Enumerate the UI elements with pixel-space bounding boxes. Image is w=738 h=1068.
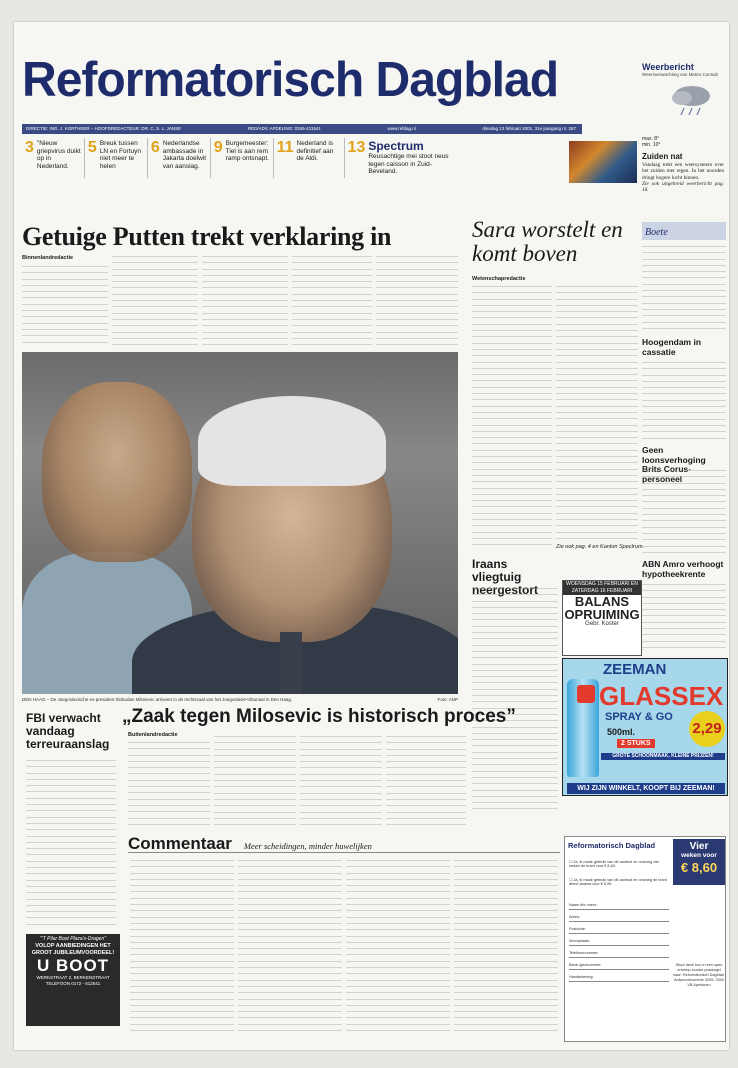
caption-text: DEN HAAG – De Joegoslavische ex-president Slobodan Milosevic arriveert in de rechtszaal van het Joegoslavië-tribunaal in Den Haag. [22,697,293,702]
ad-price: 2,29 [689,711,725,747]
teaser-text: Nederlandse ambassade in Jakarta doelwit van aanslag. [162,140,207,170]
masthead-date: dinsdag 13 februari 2001, 31e jaargang nr. 267 [482,126,576,131]
ad-uboot-logo: U BOOT [36,956,110,975]
sidebar-headline[interactable]: Hoogendam in cassatie [642,337,702,357]
milosevic-kicker: Buitenlandredactie [128,732,178,738]
weather-title: Weerbericht [642,62,694,72]
coupon-vier: Vier [689,841,709,852]
ad-choice: GROTE SCHOONMAAK, KLEINE PRIJZEN! [601,753,725,760]
rain-cloud-icon [670,82,714,118]
ad-balans-opruiming[interactable] [562,580,642,656]
text-column [346,858,450,1040]
sara-kicker: Wetenschapredactie [472,276,526,282]
spectrum-brand: Spectrum [368,139,424,153]
text-column [292,254,372,348]
bottle-icon [567,679,599,777]
text-column [642,468,726,558]
teaser-spectrum[interactable] [345,138,460,178]
masthead-phone: RED/ADV. AFDELING: 0345-411541 [247,126,321,131]
ad-ml: 500ml. [607,727,636,737]
coupon-weken: weken voor [681,852,717,859]
text-column [376,254,458,348]
teaser-item[interactable] [274,138,345,178]
milosevic-photo [22,352,458,694]
main-headline[interactable]: Getuige Putten trekt verklaring in [22,222,392,251]
ad-zeeman-logo: ZEEMAN [603,661,667,678]
ad-zeeman-glassex[interactable] [562,658,728,796]
text-column [472,284,552,552]
text-column [454,858,558,1040]
photo-hair [198,396,386,486]
teaser-text: Reusachtige mei stoot neus tegen caisson in Zuid-Beveland. [368,153,449,175]
ad-balans-shop: Gebr. Koster [585,621,619,627]
masthead [22,52,582,122]
main-kicker: Binnenlandredactie [22,255,74,261]
photo-tie [280,632,302,694]
teaser-page-number: 13 [347,139,366,156]
coupon-option-text: Ja, ik maak gebruik van dit aanbod en ontvang vier weken de krant voor € 8,60. [569,860,660,868]
text-column [214,734,296,830]
coupon-offer [673,839,725,885]
ad-uboot-offer: VOLOP AANBIEDINGEN HET GROOT JUBILEUMVOORDEEL! [31,943,115,956]
weather-sub: Weersverwachting van Meteo Consult [642,72,718,77]
ad-stuks: 2 STUKS [617,739,655,748]
sidebar-headline[interactable]: Geen loonsverhoging Brits Corus-personeel [642,445,706,484]
coupon-field-bank[interactable]: Bank-/gironummer: [569,961,669,970]
teaser-item[interactable] [22,138,85,178]
sara-headline[interactable]: Sara worstelt en komt boven [472,217,623,266]
ad-balans-title: BALANS OPRUIMING [564,594,640,622]
boete-label: Boete [645,227,668,238]
weather-box [642,62,722,170]
teaser-item[interactable] [148,138,211,178]
ad-spray: SPRAY & GO [605,711,673,723]
coupon-address: Stuur deze bon in een open envelop zonder postzegel naar: Reformatorisch Dagblad, Antwoordnummer 3205, 3300 VB Apeldoorn [673,963,725,987]
weather-min: min. 10° [642,142,661,148]
coupon-option[interactable] [569,877,669,886]
coupon-brand: Reformatorisch Dagblad [568,841,656,850]
ad-glassex-brand: GLASSEX [599,681,724,711]
text-column [556,284,638,544]
text-column [112,254,198,348]
coupon-field-address[interactable]: Adres: [569,913,669,922]
teaser-item[interactable] [211,138,274,178]
coupon-price: € 8,60 [680,860,718,875]
photo-caption [22,697,458,702]
commentaar-header [128,834,560,853]
weather-today: Zuiden nat [642,152,683,161]
sidebar-headline[interactable]: ABN Amro verhoogt hypotheekrente [642,559,724,579]
masthead-web[interactable]: www.refdag.nl [387,126,416,131]
text-column [642,244,726,336]
boete-header [642,222,726,240]
teaser-page-number: 6 [150,139,160,156]
text-column [202,254,288,348]
coupon-field-phone[interactable]: Telefoonnummer: [569,949,669,958]
text-column [128,740,210,830]
ad-uboot-address: WERKSTRAAT 2, BERKENSTRAAT TELEFOON 0172 - 612541 [36,975,110,986]
newspaper-page [14,22,729,1050]
teaser-page-number: 11 [276,139,294,156]
teaser-text: "Nieuw griepvirus duikt op in Nederland. [36,140,81,170]
ad-balans-dates: WOENSDAG 15 FEBRUARI EN ZATERDAG 16 FEBRUARI [563,581,641,595]
teaser-text: Burgemeester: Tiel is aan rem ramp ontsnapt. [225,140,269,162]
text-column [130,858,234,1040]
commentaar-subtitle: Meer scheidingen, minder huwelijken [243,841,372,851]
teaser-text: Nederland is definitief aan de Aldi. [296,140,334,162]
commentaar-title: Commentaar [128,834,232,853]
sara-see-also: Zie ook pag. 4 en Kanton Spectrum. [556,544,645,550]
text-column [300,734,382,830]
ad-uboot-tagline: "'T Pilar Boot Plaza's-Dragen" [39,936,107,942]
weather-body: Vandaag trekt een weersysteem over het zuiden met regen. In het noorden dringt hogere lucht binnen. [642,162,724,181]
teaser-row [22,138,634,184]
weather-max: max. 8° [642,136,660,142]
checkbox-icon[interactable]: ☐ [569,860,573,864]
weather-temps [642,136,660,148]
weather-more: Zie ook uitgebreid weerbericht pag. 16. [642,180,724,194]
teaser-item[interactable] [85,138,148,178]
masthead-title: Reformatorisch Dagblad [22,53,559,107]
teaser-page-number: 3 [25,139,34,156]
text-column [642,582,726,654]
fbi-headline[interactable]: FBI verwacht vandaag terreuraanslag [26,711,110,751]
text-column [26,758,116,928]
masthead-bar [22,124,582,134]
photo-credit: Foto: ANP [437,697,458,702]
text-column [472,586,558,816]
checkbox-icon[interactable]: ☐ [569,878,573,882]
spectrum-photo [569,141,637,183]
text-column [22,264,108,348]
text-column [386,734,466,830]
coupon-field-postcode[interactable]: Postcode: [569,925,669,934]
teaser-page-number: 5 [87,139,97,156]
coupon-field-signature[interactable]: Handtekening: [569,973,669,982]
coupon-field-city[interactable]: Woonplaats: [569,937,669,946]
milosevic-headline[interactable]: „Zaak tegen Milosevic is historisch proces” [122,706,516,727]
photo-face-left [42,382,192,562]
ad-uboot[interactable] [26,934,120,1026]
teaser-page-number: 9 [213,139,223,156]
subscription-coupon [564,836,726,1042]
teaser-text: Breuk tussen LN en Fortuyn niet meer te helen [99,140,141,170]
ad-slogan: WIJ ZIJN WINKELT, KOOPT BIJ ZEEMAN! [567,783,725,794]
text-column [238,858,342,1040]
coupon-option[interactable] [569,859,669,868]
text-column [642,360,726,442]
masthead-directie: DIRECTIE: ING. J. KORTHEER – HOOFDREDACTEUR: DR. C. S. L. JANSE [26,126,182,131]
coupon-option-text: Ja, ik maak gebruik van dit aanbod en ontvang de krant direct daarna voor € 6,99. [569,878,667,886]
coupon-field-name[interactable]: Naam dhr./mevr.: [569,901,669,910]
iraans-headline[interactable]: Iraans vliegtuig neergestort [472,557,539,597]
weather-text [642,162,724,206]
